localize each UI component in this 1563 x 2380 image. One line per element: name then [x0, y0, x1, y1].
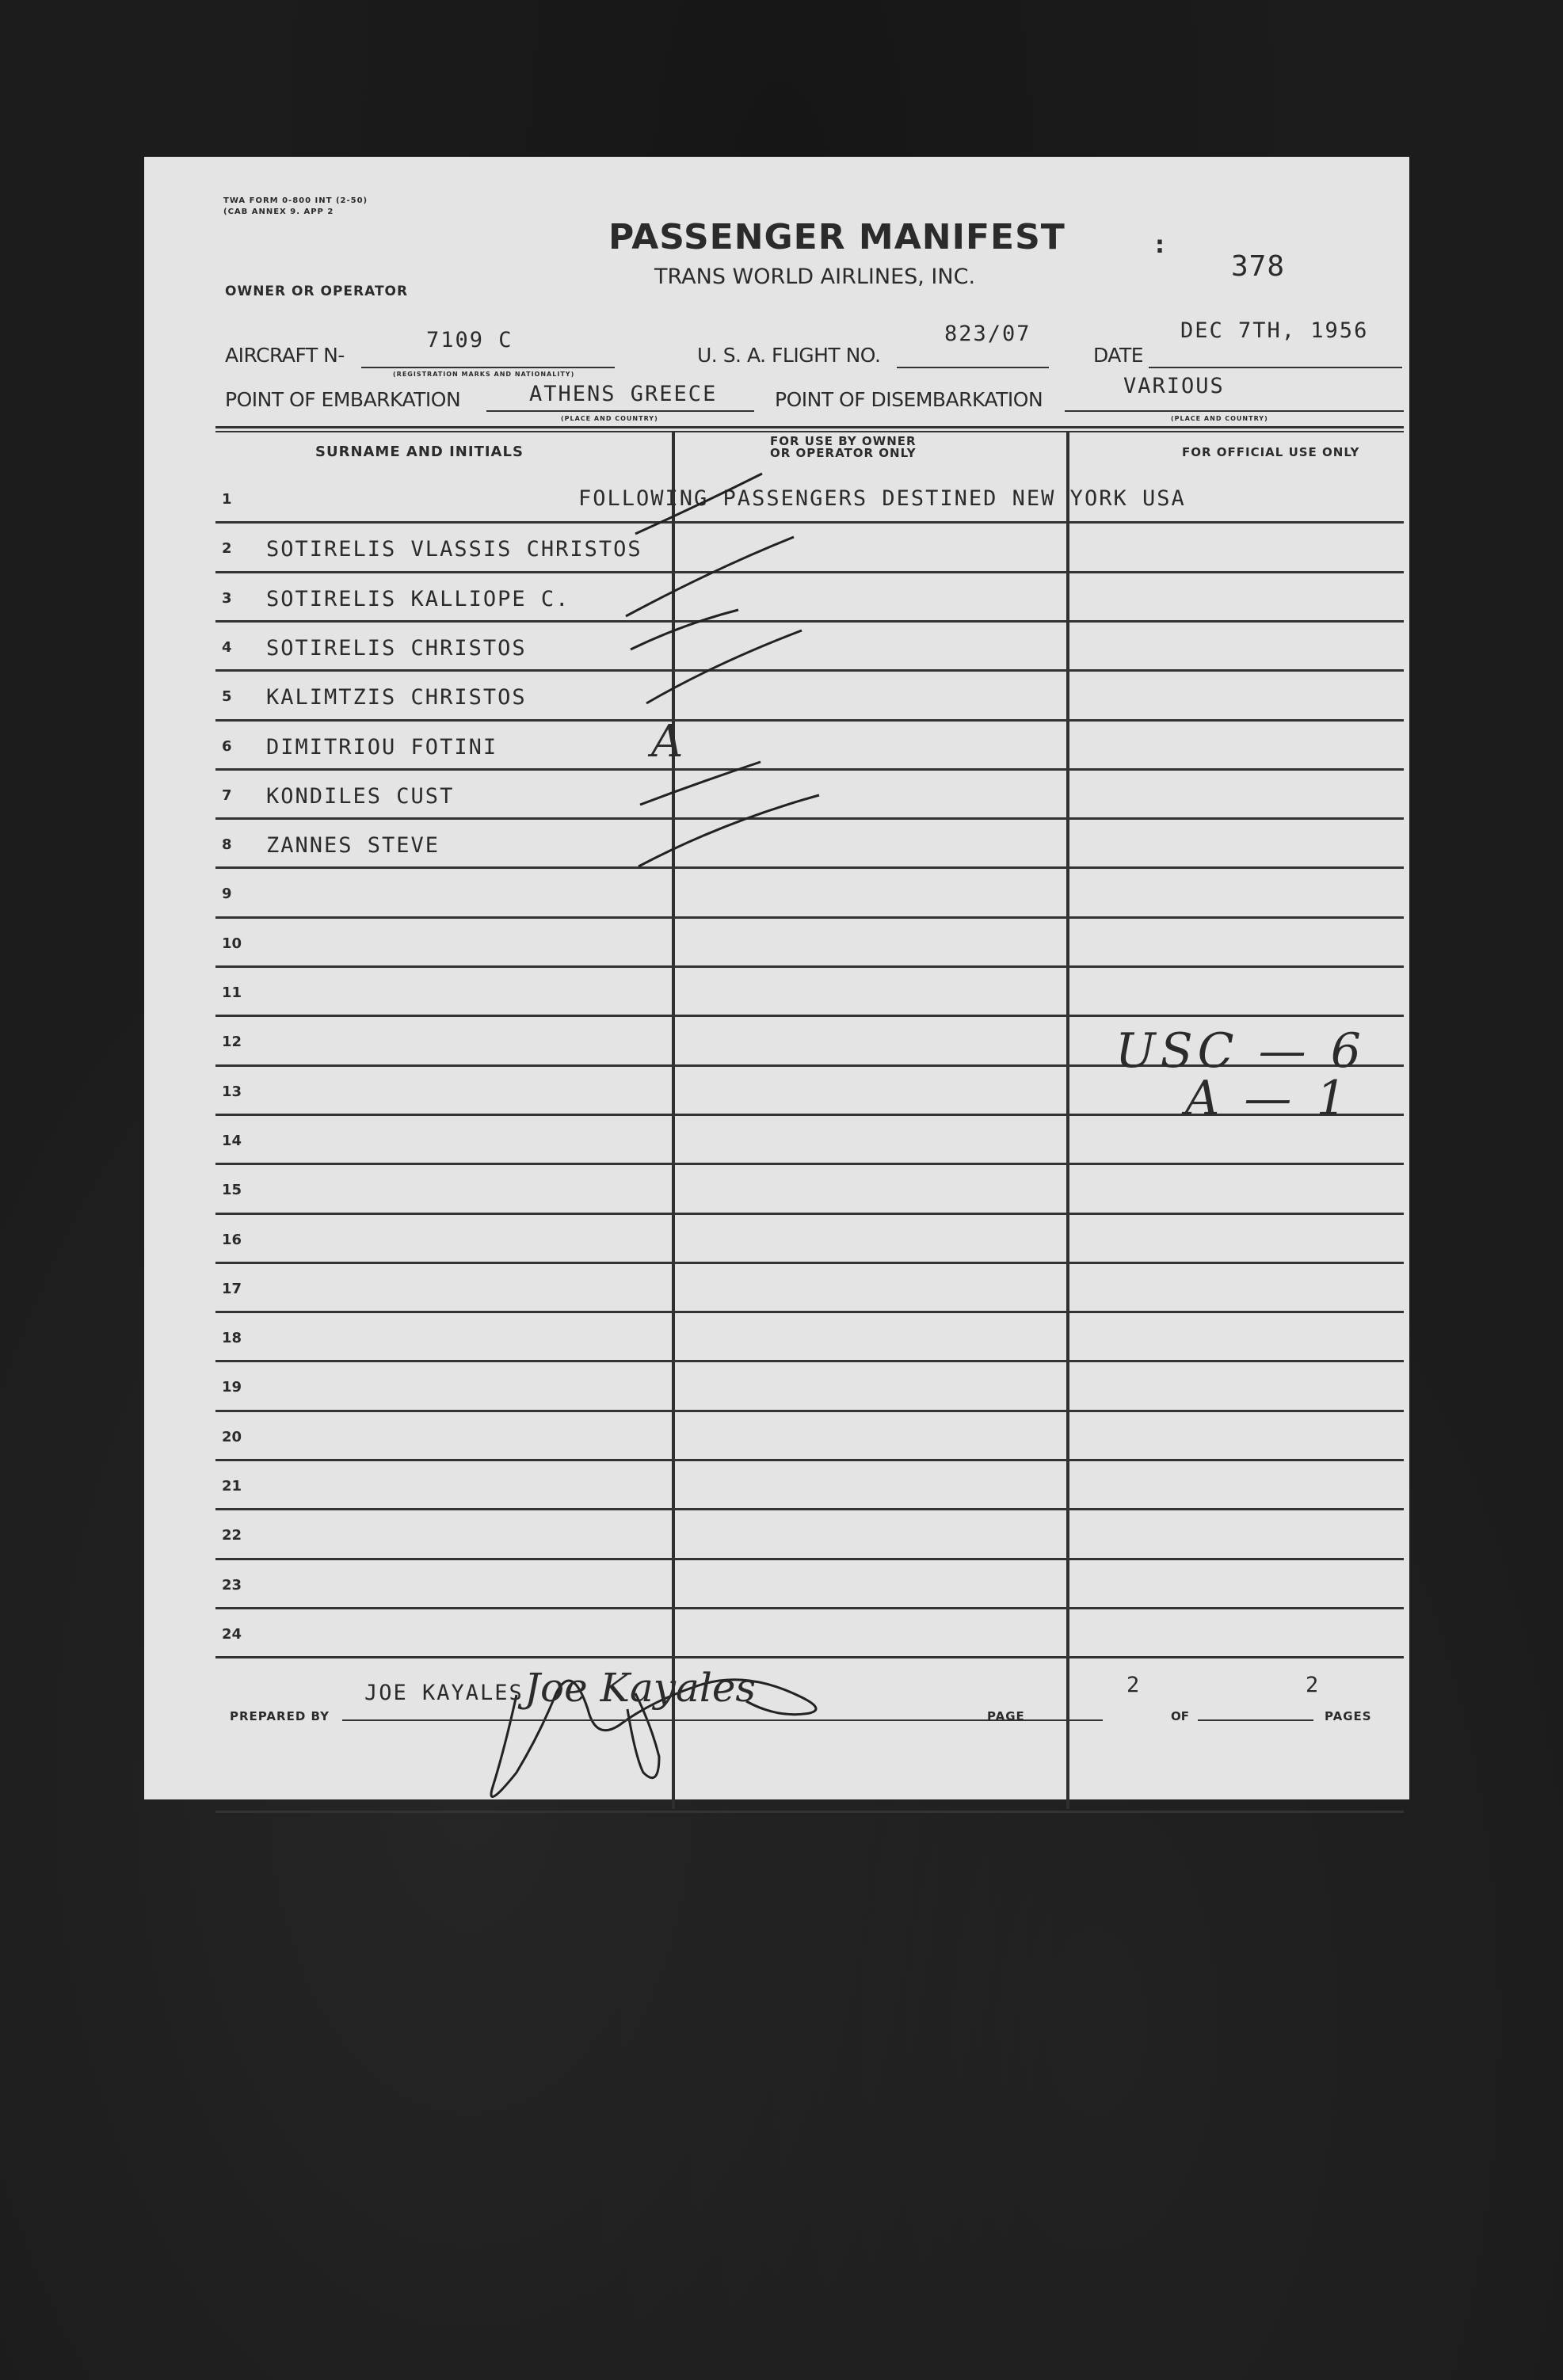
row-number: 8 — [222, 836, 232, 854]
row-number: 10 — [222, 935, 242, 952]
row-number: 7 — [222, 786, 232, 804]
pages-label: PAGES — [1325, 1709, 1372, 1723]
passenger-name: SOTIRELIS CHRISTOS — [266, 635, 527, 661]
place-note-embarkation: (PLACE AND COUNTRY) — [561, 415, 658, 422]
handwritten-a-mark: A — [651, 716, 684, 767]
form-number-line1: TWA FORM 0-800 INT (2-50) — [223, 196, 368, 205]
prepared-by-label: PREPARED BY — [230, 1709, 330, 1723]
flight-number-value: 823/07 — [944, 322, 1031, 346]
of-label: OF — [1171, 1709, 1189, 1723]
row-number: 21 — [222, 1478, 242, 1495]
row-number: 4 — [222, 638, 232, 656]
passenger-name: DIMITRIOU FOTINI — [266, 734, 498, 760]
passenger-name: SOTIRELIS VLASSIS CHRISTOS — [266, 537, 642, 562]
page-label: PAGE — [987, 1709, 1025, 1723]
manifest-ref-number: 378 — [1231, 250, 1286, 283]
flight-number-label: U. S. A. FLIGHT NO. — [697, 344, 881, 367]
passenger-name: KONDILES CUST — [266, 783, 455, 809]
official-note-a: A — 1 — [1185, 1071, 1351, 1126]
row-number: 13 — [222, 1083, 242, 1100]
row-number: 23 — [222, 1576, 242, 1594]
table-bottom-rule — [215, 1811, 1404, 1813]
check-mark-row5 — [646, 630, 802, 703]
row-number: 5 — [222, 688, 232, 706]
col-header-surname: SURNAME AND INITIALS — [315, 444, 524, 460]
place-note-disembarkation: (PLACE AND COUNTRY) — [1171, 415, 1268, 422]
handwritten-check-marks — [144, 157, 1409, 1799]
embarkation-value: ATHENS GREECE — [529, 382, 718, 406]
check-mark-row2 — [635, 474, 762, 534]
check-mark-row3 — [626, 537, 794, 616]
row-number: 16 — [222, 1231, 242, 1248]
row-number: 17 — [222, 1280, 242, 1297]
airline-name: TRANS WORLD AIRLINES, INC. — [654, 265, 976, 289]
check-mark-row7 — [640, 762, 761, 805]
row-number: 9 — [222, 885, 232, 903]
row-number: 24 — [222, 1625, 242, 1643]
pages-value: 2 — [1306, 1673, 1321, 1697]
manifest-sheet — [144, 157, 1409, 1799]
date-label: DATE — [1093, 344, 1144, 367]
row-number: 22 — [222, 1527, 242, 1544]
page-value: 2 — [1127, 1673, 1142, 1697]
colon-mark: : — [1155, 231, 1165, 259]
owner-operator-label: OWNER OR OPERATOR — [225, 284, 409, 299]
check-mark-row8 — [639, 795, 819, 866]
passenger-name: SOTIRELIS KALLIOPE C. — [266, 586, 570, 611]
row-number: 19 — [222, 1379, 242, 1396]
row-number: 6 — [222, 737, 232, 755]
col-header-owner-line1: FOR USE BY OWNER — [770, 434, 917, 448]
col-header-official: FOR OFFICIAL USE ONLY — [1182, 445, 1360, 459]
row-number: 15 — [222, 1182, 242, 1199]
official-note-usc: USC — 6 — [1115, 1023, 1366, 1079]
col-header-owner-line2: OR OPERATOR ONLY — [770, 446, 917, 460]
preparer-signature: Joe Kayales — [524, 1665, 757, 1711]
embarkation-label: POINT OF EMBARKATION — [225, 388, 461, 411]
passenger-name: ZANNES STEVE — [266, 833, 440, 859]
prepared-by-value: JOE KAYALES — [364, 1681, 524, 1705]
aircraft-value: 7109 C — [426, 328, 513, 352]
registration-note: (REGISTRATION MARKS AND NATIONALITY) — [393, 371, 575, 378]
row-number: 3 — [222, 589, 232, 607]
row-number: 20 — [222, 1428, 242, 1445]
form-number-line2: (CAB ANNEX 9. APP 2 — [223, 208, 334, 216]
row-number: 18 — [222, 1330, 242, 1347]
disembarkation-label: POINT OF DISEMBARKATION — [775, 388, 1043, 411]
check-mark-row4 — [631, 610, 738, 649]
row-number: 14 — [222, 1132, 242, 1149]
destination-note: FOLLOWING PASSENGERS DESTINED NEW YORK USA — [578, 486, 1186, 511]
disembarkation-value: VARIOUS — [1123, 374, 1225, 398]
row-number: 12 — [222, 1034, 242, 1051]
row-number: 2 — [222, 540, 232, 558]
row-number: 1 — [222, 491, 232, 508]
row-number: 11 — [222, 984, 242, 1001]
passenger-name: KALIMTZIS CHRISTOS — [266, 685, 527, 710]
aircraft-label: AIRCRAFT N- — [225, 344, 345, 367]
date-value: DEC 7TH, 1956 — [1180, 318, 1369, 343]
of-underline — [1198, 1719, 1313, 1721]
page-title: PASSENGER MANIFEST — [608, 217, 1066, 257]
